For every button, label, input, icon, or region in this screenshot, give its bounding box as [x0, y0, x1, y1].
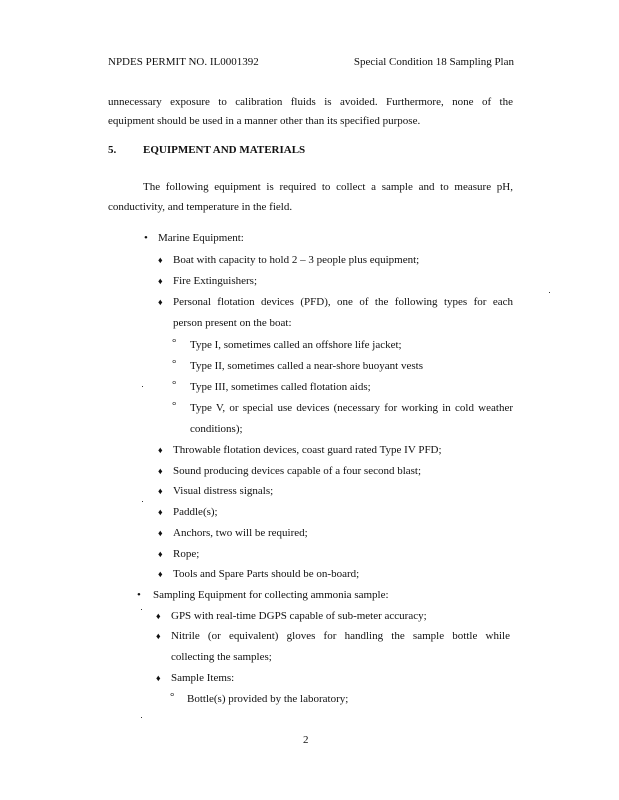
list-item: Type III, sometimes called flotation aids;: [190, 381, 371, 393]
diamond-icon: ♦: [158, 276, 163, 286]
diamond-icon: ♦: [156, 611, 161, 621]
list-item: Personal flotation devices (PFD), one of the following types for each: [173, 296, 513, 308]
list-item-continued: person present on the boat:: [173, 317, 292, 329]
list-item-continued: collecting the samples;: [171, 651, 272, 663]
scan-speck: [141, 609, 142, 610]
list-item: Nitrile (or equivalent) gloves for handling the sample bottle while: [171, 630, 510, 642]
diamond-icon: ♦: [158, 445, 163, 455]
bullet-icon: •: [137, 589, 141, 601]
list-item: Anchors, two will be required;: [173, 527, 308, 539]
list-item: Type I, sometimes called an offshore life jacket;: [190, 339, 402, 351]
diamond-icon: ♦: [156, 673, 161, 683]
scan-speck: [141, 717, 142, 718]
diamond-icon: ♦: [158, 466, 163, 476]
list-item: Sample Items:: [171, 672, 235, 684]
circle-bullet-icon: °: [172, 400, 177, 412]
scan-speck: [142, 386, 143, 387]
diamond-icon: ♦: [158, 569, 163, 579]
list-item: Boat with capacity to hold 2 – 3 people plus equipment;: [173, 254, 420, 266]
intro-line: unnecessary exposure to calibration fluids is avoided. Furthermore, none of the: [108, 96, 513, 108]
list-item: Rope;: [173, 548, 200, 560]
header-condition: Special Condition 18 Sampling Plan: [353, 56, 514, 68]
list-item-continued: conditions);: [190, 423, 243, 435]
circle-bullet-icon: °: [172, 358, 177, 370]
scan-speck: [549, 292, 550, 293]
circle-bullet-icon: °: [172, 337, 177, 349]
list-item: GPS with real-time DGPS capable of sub-meter accuracy;: [171, 610, 427, 622]
diamond-icon: ♦: [158, 255, 163, 265]
list-item: Throwable flotation devices, coast guard rated Type IV PFD;: [173, 444, 442, 456]
list-item-sampling: Sampling Equipment for collecting ammonia sample:: [153, 589, 389, 601]
paragraph-line: conductivity, and temperature in the field.: [108, 201, 293, 213]
page-number: 2: [303, 734, 309, 746]
bullet-icon: •: [144, 232, 148, 244]
list-item: Tools and Spare Parts should be on-board;: [173, 568, 360, 580]
diamond-icon: ♦: [158, 297, 163, 307]
circle-bullet-icon: °: [172, 379, 177, 391]
intro-line: equipment should be used in a manner other than its specified purpose.: [108, 115, 421, 127]
list-item-marine: Marine Equipment:: [158, 232, 244, 244]
list-item: Fire Extinguishers;: [173, 275, 258, 287]
diamond-icon: ♦: [158, 507, 163, 517]
diamond-icon: ♦: [158, 486, 163, 496]
diamond-icon: ♦: [158, 549, 163, 559]
section-title: EQUIPMENT AND MATERIALS: [143, 144, 306, 156]
section-number: 5.: [108, 144, 117, 156]
list-item: Paddle(s);: [173, 506, 218, 518]
list-item: Type V, or special use devices (necessary for working in cold weather: [190, 402, 513, 414]
header-permit-number: NPDES PERMIT NO. IL0001392: [108, 56, 259, 68]
circle-bullet-icon: °: [170, 691, 175, 703]
diamond-icon: ♦: [158, 528, 163, 538]
list-item: Visual distress signals;: [173, 485, 274, 497]
paragraph-line: The following equipment is required to collect a sample and to measure pH,: [143, 181, 513, 193]
list-item: Sound producing devices capable of a four second blast;: [173, 465, 422, 477]
scan-speck: [142, 501, 143, 502]
list-item: Bottle(s) provided by the laboratory;: [187, 693, 349, 705]
diamond-icon: ♦: [156, 631, 161, 641]
list-item: Type II, sometimes called a near-shore buoyant vests: [190, 360, 423, 372]
